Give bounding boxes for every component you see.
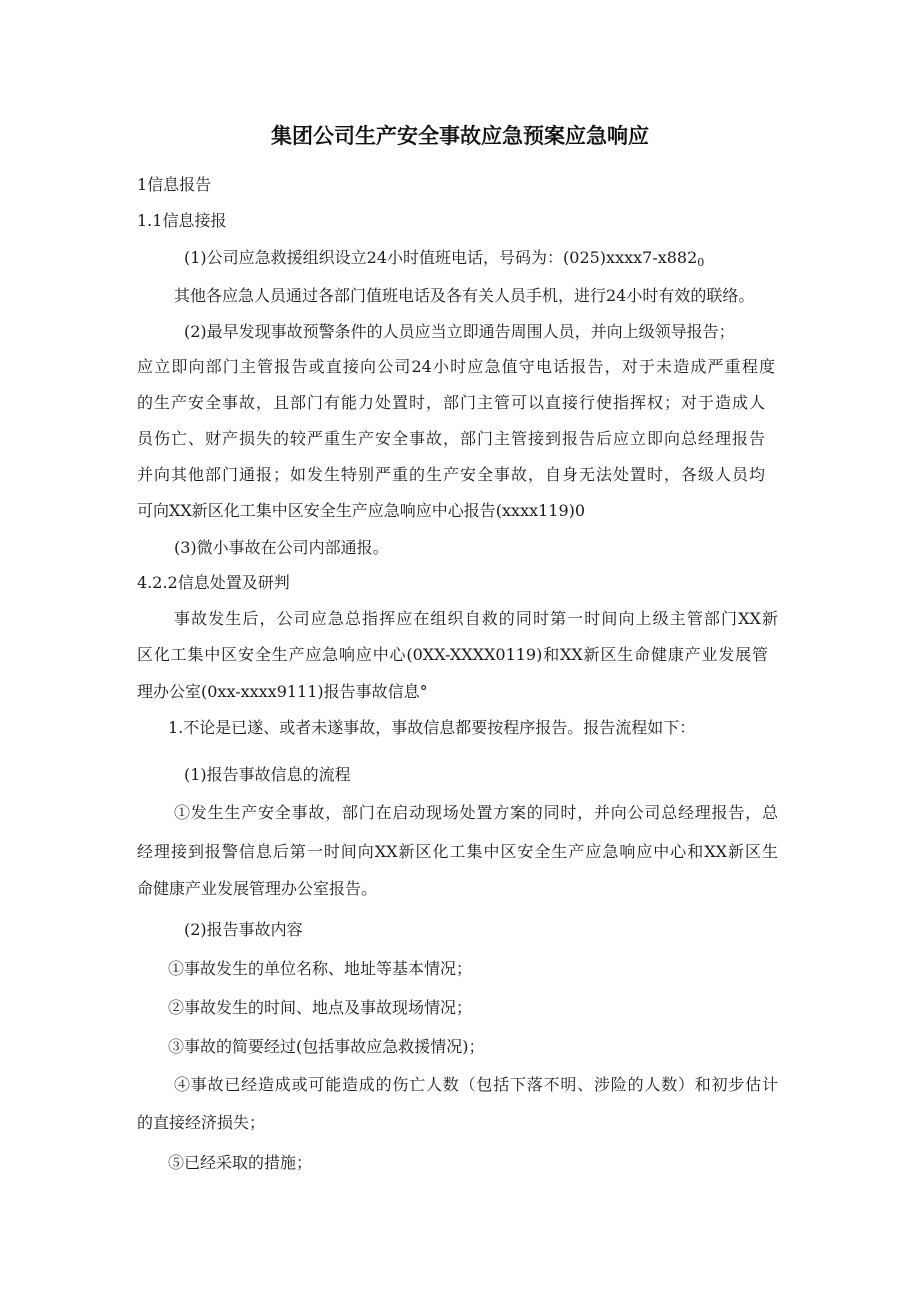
list-item: ⑤已经采取的措施； bbox=[168, 1153, 313, 1172]
paragraph-line: 可向XX新区化工集中区安全生产应急响应中心报告(xxxx119)0 bbox=[137, 501, 586, 520]
paragraph-line: (1)报告事故信息的流程 bbox=[184, 765, 351, 784]
paragraph-line: 应立即向部门主管报告或直接向公司24小时应急值守电话报告，对于未造成严重程度 bbox=[137, 357, 775, 376]
paragraph-line: (2)最早发现事故预警条件的人员应当立即通告周围人员，并向上级领导报告； bbox=[184, 322, 735, 341]
list-item: ①事故发生的单位名称、地址等基本情况； bbox=[168, 959, 473, 978]
heading-info-receive: 1.1信息接报 bbox=[137, 211, 227, 230]
heading-info-report: 1信息报告 bbox=[137, 175, 212, 194]
list-item: ②事故发生的时间、地点及事故现场情况； bbox=[168, 998, 473, 1017]
paragraph-line: 理办公室(0xx-xxxx9111)报告事故信息° bbox=[137, 682, 428, 701]
list-item: ④事故已经造成或可能造成的伤亡人数（包括下落不明、涉险的人数）和初步估计 bbox=[174, 1075, 778, 1094]
paragraph-line: 经理接到报警信息后第一时间向XX新区化工集中区安全生产应急响应中心和XX新区生 bbox=[137, 842, 778, 861]
paragraph-line: 事故发生后，公司应急总指挥应在组织自救的同时第一时间向上级主管部门XX新 bbox=[174, 609, 778, 628]
paragraph-subscript: 0 bbox=[697, 256, 705, 269]
paragraph-line: 区化工集中区安全生产应急响应中心(0XX-XXXX0119)和XX新区生命健康产业发展管 bbox=[137, 645, 768, 664]
paragraph-line: 的生产安全事故，且部门有能力处置时，部门主管可以直接行使指挥权；对于造成人 bbox=[137, 393, 765, 412]
paragraph-line: 并向其他部门通报；如发生特别严重的生产安全事故，自身无法处置时，各级人员均 bbox=[137, 465, 765, 484]
paragraph-line: 1.不论是已遂、或者未遂事故，事故信息都要按程序报告。报告流程如下： bbox=[168, 718, 696, 737]
paragraph-line: (1)公司应急救援组织设立24小时值班电话，号码为：$(025)xxxx7-x882_0$ bbox=[184, 248, 705, 269]
document-title: 集团公司生产安全事故应急预案应急响应 bbox=[271, 124, 649, 148]
paragraph-line: 的直接经济损失； bbox=[137, 1113, 266, 1132]
heading-info-handling: 4.2.2信息处置及研判 bbox=[137, 573, 290, 592]
paragraph-line: ①发生生产安全事故，部门在启动现场处置方案的同时，并向公司总经理报告，总 bbox=[174, 803, 778, 822]
paragraph-line: 其他各应急人员通过各部门值班电话及各有关人员手机，进行24小时有效的联络。 bbox=[174, 286, 755, 305]
paragraph-line: (3)微小事故在公司内部通报。 bbox=[174, 538, 389, 557]
paragraph-line: 员伤亡、财产损失的较严重生产安全事故，部门主管接到报告后应立即向总经理报告 bbox=[137, 429, 765, 448]
paragraph-line: (2)报告事故内容 bbox=[184, 920, 303, 939]
list-item: ③事故的简要经过(包括事故应急救援情况)； bbox=[168, 1037, 485, 1056]
paragraph-line: 命健康产业发展管理办公室报告。 bbox=[137, 879, 378, 898]
